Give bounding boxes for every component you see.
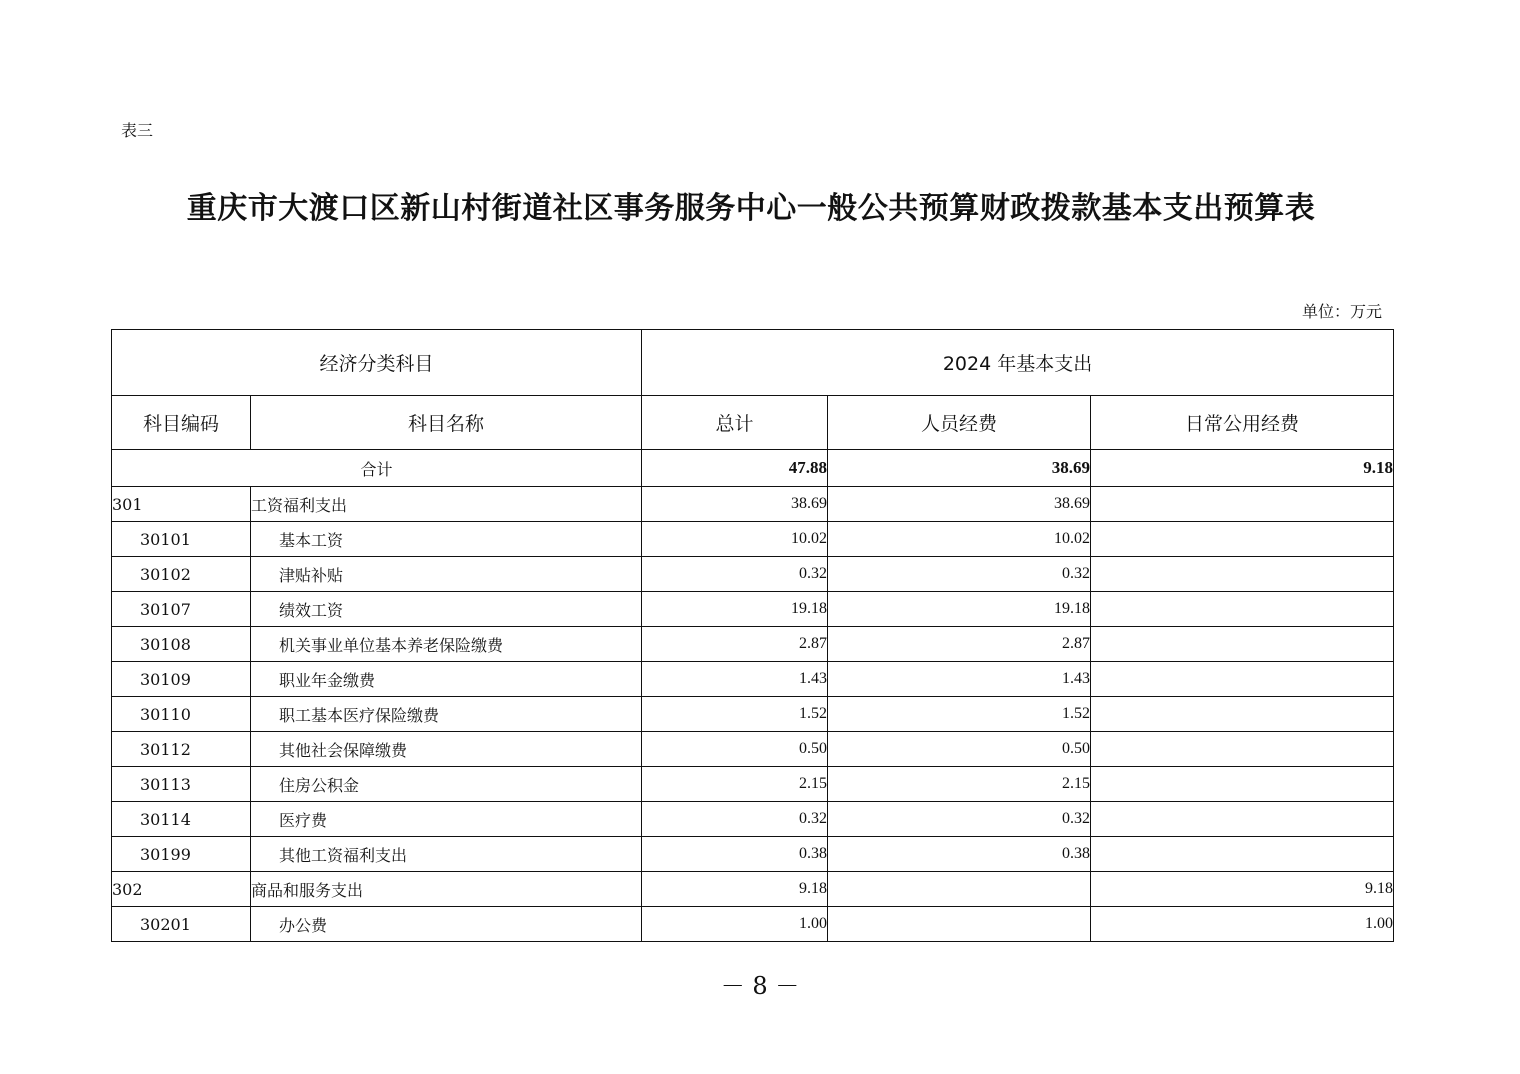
row-name: 其他社会保障缴费 [251,732,642,767]
header-basic-expenditure: 2024 年基本支出 [642,330,1394,396]
row-public: 9.18 [1091,872,1394,907]
row-total: 1.00 [642,907,828,942]
row-public [1091,592,1394,627]
unit-label: 单位：万元 [1301,302,1382,321]
table-row [112,837,1394,872]
header-economic-category: 经济分类科目 [112,330,642,396]
row-total: 19.18 [642,592,828,627]
row-personnel: 0.38 [828,837,1091,872]
row-code: 30114 [112,802,251,837]
table-row [112,802,1394,837]
row-public [1091,487,1394,522]
row-personnel: 19.18 [828,592,1091,627]
row-name: 其他工资福利支出 [251,837,642,872]
header-public: 日常公用经费 [1091,396,1394,450]
row-code: 302 [112,872,251,907]
row-code: 301 [112,487,251,522]
table-row [112,872,1394,907]
row-public [1091,802,1394,837]
row-total: 0.32 [642,802,828,837]
row-name: 商品和服务支出 [251,872,642,907]
row-name: 医疗费 [251,802,642,837]
row-name: 住房公积金 [251,767,642,802]
total-row [112,450,1394,487]
row-personnel: 2.15 [828,767,1091,802]
header-row-columns [112,396,1394,450]
row-code: 30110 [112,697,251,732]
page-number: － 8 － [720,972,800,1000]
table-row [112,487,1394,522]
row-public [1091,732,1394,767]
row-total: 2.15 [642,767,828,802]
total-public: 9.18 [1091,450,1394,487]
row-code: 30112 [112,732,251,767]
header-row-group [112,330,1394,396]
row-code: 30102 [112,557,251,592]
table-row [112,662,1394,697]
row-personnel: 2.87 [828,627,1091,662]
total-total: 47.88 [642,450,828,487]
row-code: 30101 [112,522,251,557]
row-code: 30199 [112,837,251,872]
row-public [1091,522,1394,557]
table-row [112,697,1394,732]
row-total: 2.87 [642,627,828,662]
row-code: 30107 [112,592,251,627]
row-code: 30108 [112,627,251,662]
row-code: 30109 [112,662,251,697]
row-name: 机关事业单位基本养老保险缴费 [251,627,642,662]
header-name: 科目名称 [251,396,642,450]
table-row [112,557,1394,592]
row-personnel: 0.50 [828,732,1091,767]
row-name: 绩效工资 [251,592,642,627]
header-total: 总计 [642,396,828,450]
row-personnel: 0.32 [828,557,1091,592]
row-public [1091,697,1394,732]
table-row [112,592,1394,627]
row-total: 10.02 [642,522,828,557]
page-title: 重庆市大渡口区新山村街道社区事务服务中心一般公共预算财政拨款基本支出预算表 [186,191,1316,226]
row-total: 0.50 [642,732,828,767]
row-name: 职业年金缴费 [251,662,642,697]
row-name: 职工基本医疗保险缴费 [251,697,642,732]
row-personnel: 38.69 [828,487,1091,522]
row-total: 1.43 [642,662,828,697]
header-code: 科目编码 [112,396,251,450]
budget-table [111,329,1394,942]
row-personnel [828,907,1091,942]
row-name: 工资福利支出 [251,487,642,522]
row-name: 办公费 [251,907,642,942]
row-public [1091,557,1394,592]
row-total: 0.32 [642,557,828,592]
row-code: 30113 [112,767,251,802]
row-code: 30201 [112,907,251,942]
row-personnel: 1.43 [828,662,1091,697]
row-public [1091,767,1394,802]
row-name: 基本工资 [251,522,642,557]
table-row [112,907,1394,942]
table-row [112,627,1394,662]
table-label: 表三 [121,121,154,140]
table-row [112,767,1394,802]
table-row [112,732,1394,767]
row-personnel: 10.02 [828,522,1091,557]
total-personnel: 38.69 [828,450,1091,487]
header-personnel: 人员经费 [828,396,1091,450]
row-public [1091,662,1394,697]
row-total: 1.52 [642,697,828,732]
row-total: 0.38 [642,837,828,872]
row-name: 津贴补贴 [251,557,642,592]
row-public: 1.00 [1091,907,1394,942]
row-public [1091,627,1394,662]
row-total: 9.18 [642,872,828,907]
row-public [1091,837,1394,872]
row-personnel: 0.32 [828,802,1091,837]
row-personnel [828,872,1091,907]
row-personnel: 1.52 [828,697,1091,732]
row-total: 38.69 [642,487,828,522]
table-row [112,522,1394,557]
total-label: 合计 [112,450,642,487]
